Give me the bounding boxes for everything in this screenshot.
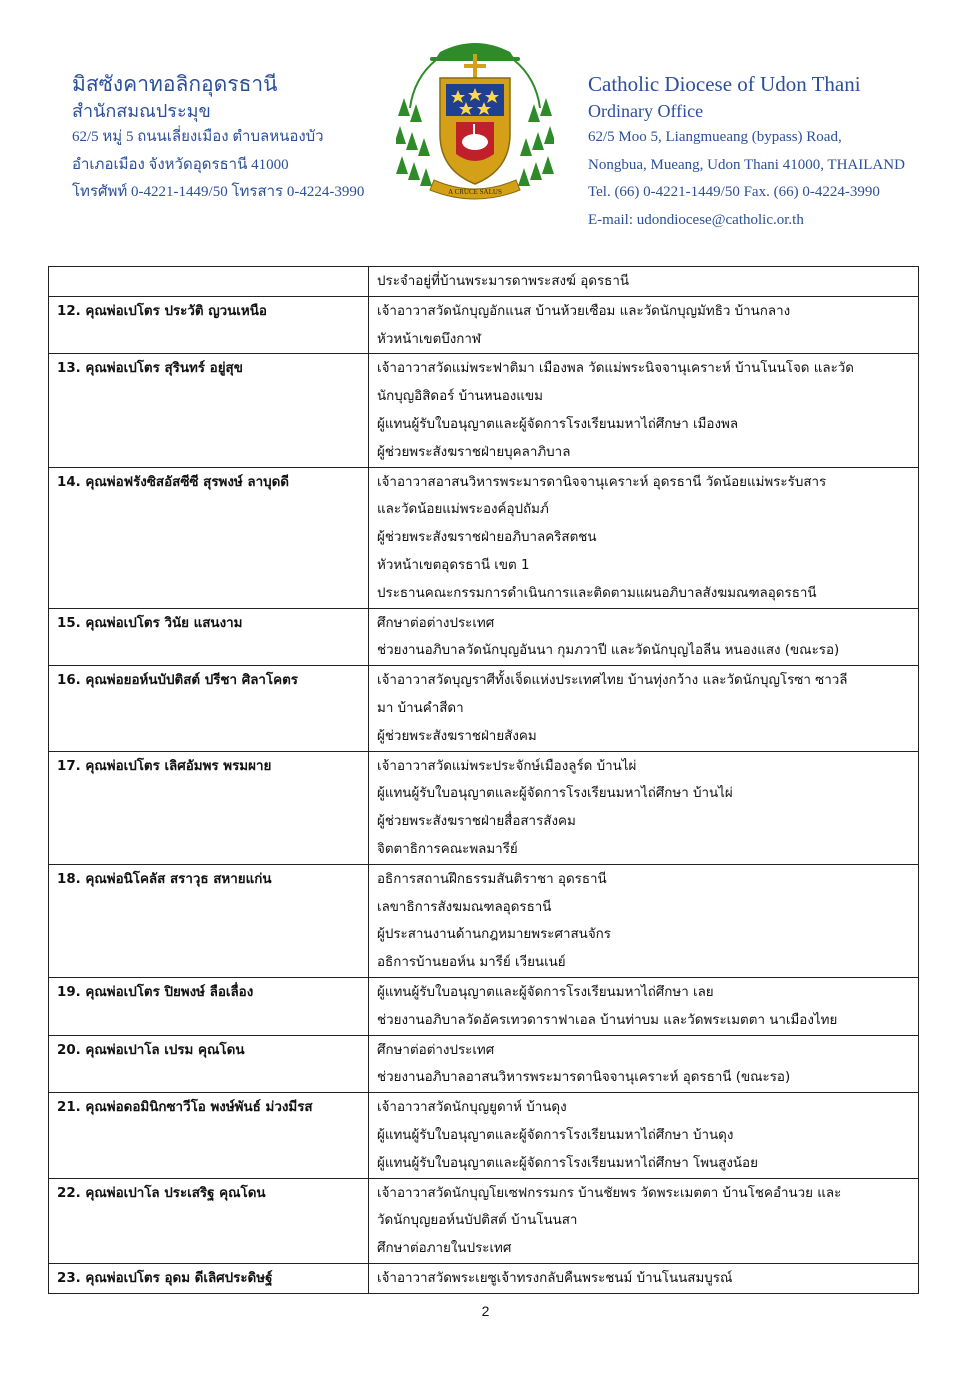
duty-line: เจ้าอาวาสอาสนวิหารพระมารดานิจจานุเคราะห์ อุดรธานี วัดน้อยแม่พระรับสาร (377, 474, 827, 490)
duty-line: หัวหน้าเขตอุดรธานี เขต 1 (377, 557, 530, 573)
duty-line: เจ้าอาวาสวัดนักบุญอักแนส บ้านห้วยเซือม และวัดนักบุญมัทธิว บ้านกลาง (377, 303, 791, 319)
duty-line: มา บ้านคำสีดา (377, 700, 464, 716)
duties-cell (369, 267, 919, 297)
priest-name-cell: 12. คุณพ่อเปโตร ประวัติ ญวนเหนือ (49, 296, 369, 354)
appointments-table (48, 266, 919, 1294)
page-number: 2 (481, 1303, 490, 1319)
duty-line: ผู้แทนผู้รับใบอนุญาตและผู้จัดการโรงเรียนมหาไถ่ศึกษา เลย (377, 984, 714, 1000)
duties-cell (369, 354, 919, 467)
priest-name-cell: 17. คุณพ่อเปโตร เลิศอัมพร พรมผาย (49, 751, 369, 864)
duty-line: เจ้าอาวาสวัดนักบุญยูดาห์ บ้านดุง (377, 1100, 567, 1116)
duty-line: อธิการบ้านยอห์น มารีย์ เวียนเนย์ (377, 955, 566, 971)
priest-name-cell: 15. คุณพ่อเปโตร วินัย แสนงาม (49, 608, 369, 666)
duty-line: ผู้ช่วยพระสังฆราชฝ่ายบุคลาภิบาล (377, 444, 571, 460)
table-row (49, 1093, 919, 1178)
table-row (49, 666, 919, 751)
priest-name-cell: 13. คุณพ่อเปโตร สุรินทร์ อยู่สุข (49, 354, 369, 467)
email-english: E-mail: udondiocese@catholic.or.th (588, 211, 804, 228)
duty-line: เจ้าอาวาสวัดนักบุญโยเซฟกรรมกร บ้านชัยพร วัดพระเมตตา บ้านโชคอำนวย และ (377, 1185, 842, 1201)
duty-line: จิตตาธิการคณะพลมารีย์ (377, 841, 518, 857)
duty-line: ช่วยงานอภิบาลอาสนวิหารพระมารดานิจจานุเคราะห์ อุดรธานี (ขณะรอ) (377, 1070, 791, 1086)
duty-line: ผู้แทนผู้รับใบอนุญาตและผู้จัดการโรงเรียนมหาไถ่ศึกษา บ้านดุง (377, 1127, 734, 1143)
table-row (49, 296, 919, 354)
duty-line: ผู้แทนผู้รับใบอนุญาตและผู้จัดการโรงเรียนมหาไถ่ศึกษา เมืองพล (377, 416, 739, 432)
duty-line: ศึกษาต่อภายในประเทศ (377, 1241, 512, 1257)
address-line-2-thai: อำเภอเมือง จังหวัดอุดรธานี 41000 (72, 156, 289, 173)
address-line-2-english: Nongbua, Mueang, Udon Thani 41000, THAILAND (588, 156, 905, 173)
duty-line: ประจำอยู่ที่บ้านพระมารดาพระสงฆ์ อุดรธานี (377, 274, 629, 289)
duty-line: เจ้าอาวาสวัดพระเยซูเจ้าทรงกลับคืนพระชนม์ บ้านโนนสมบูรณ์ (377, 1270, 733, 1286)
duty-line: นักบุญอิสิดอร์ บ้านหนองแขม (377, 389, 543, 405)
table-row (49, 977, 919, 1035)
phone-english: Tel. (66) 0-4221-1449/50 Fax. (66) 0-4224-3990 (588, 184, 880, 200)
duties-cell (369, 977, 919, 1035)
crest-motto: A CRUCE SALUS (448, 188, 502, 196)
table-row (49, 864, 919, 977)
duties-cell (369, 864, 919, 977)
table-row (49, 354, 919, 467)
table-row (49, 1035, 919, 1093)
duties-cell (369, 608, 919, 666)
table-row (49, 608, 919, 666)
phone-thai: โทรศัพท์ 0-4221-1449/50 โทรสาร 0-4224-3990 (72, 184, 365, 200)
address-line-1-english: 62/5 Moo 5, Liangmueang (bypass) Road, (588, 129, 842, 145)
duties-cell (369, 296, 919, 354)
duties-cell (369, 1263, 919, 1293)
table-row (49, 467, 919, 608)
priest-name-cell: 22. คุณพ่อเปาโล ประเสริฐ คุณโดน (49, 1178, 369, 1263)
priest-name-cell: 21. คุณพ่อดอมินิกซาวีโอ พงษ์พันธ์ ม่วงมีรส (49, 1093, 369, 1178)
duty-line: วัดนักบุญยอห์นบัปติสต์ บ้านโนนสา (377, 1213, 578, 1229)
duty-line: ผู้ช่วยพระสังฆราชฝ่ายอภิบาลคริสตชน (377, 530, 597, 546)
letterhead-english (588, 70, 928, 234)
duty-line: ผู้ช่วยพระสังฆราชฝ่ายสังคม (377, 728, 537, 744)
priest-name-cell: 23. คุณพ่อเปโตร อุดม ดีเลิศประดิษฐ์ (49, 1263, 369, 1293)
duty-line: ช่วยงานอภิบาลวัดอัครเทวดาราฟาเอล บ้านท่าบม และวัดพระเมตตา นาเมืองไทย (377, 1012, 838, 1028)
office-name-english: Ordinary Office (588, 101, 704, 121)
duty-line: ศึกษาต่อต่างประเทศ (377, 615, 495, 631)
duty-line: ผู้แทนผู้รับใบอนุญาตและผู้จัดการโรงเรียนมหาไถ่ศึกษา บ้านไผ่ (377, 786, 733, 802)
priest-name-cell: 16. คุณพ่อยอห์นบัปติสต์ ปรีชา ศิลาโคตร (49, 666, 369, 751)
letterhead-thai (72, 70, 392, 207)
priest-name-cell: 18. คุณพ่อนิโคลัส สราวุธ สหายแก่น (49, 864, 369, 977)
org-name-thai: มิสซังคาทอลิกอุดรธานี (72, 72, 278, 96)
table-row (49, 1178, 919, 1263)
duty-line: ศึกษาต่อต่างประเทศ (377, 1042, 495, 1058)
duty-line: หัวหน้าเขตบึงกาฬ (377, 331, 482, 347)
diocese-crest-logo (396, 38, 554, 203)
table-row (49, 751, 919, 864)
duty-line: เจ้าอาวาสวัดบุญราศีทั้งเจ็ดแห่งประเทศไทย บ้านทุ่งกว้าง และวัดนักบุญโรซา ซาวลี (377, 673, 848, 689)
duties-cell (369, 666, 919, 751)
duty-line: เลขาธิการสังฆมณฑลอุดรธานี (377, 899, 552, 915)
table-row (49, 1263, 919, 1293)
priest-name-cell (49, 267, 369, 297)
duties-cell (369, 1093, 919, 1178)
duty-line: อธิการสถานฝึกธรรมสันติราชา อุดรธานี (377, 871, 607, 887)
duties-cell (369, 751, 919, 864)
duty-line: ประธานคณะกรรมการดำเนินการและติดตามแผนอภิบาลสังฆมณฑลอุดรธานี (377, 585, 817, 601)
duty-line: ผู้ช่วยพระสังฆราชฝ่ายสื่อสารสังคม (377, 814, 576, 830)
duties-cell (369, 1035, 919, 1093)
duty-line: ผู้แทนผู้รับใบอนุญาตและผู้จัดการโรงเรียนมหาไถ่ศึกษา โพนสูงน้อย (377, 1155, 758, 1171)
priest-name-cell: 19. คุณพ่อเปโตร ปิยพงษ์ ลือเลื่อง (49, 977, 369, 1035)
appointments-table-body (49, 267, 919, 1294)
office-name-thai: สำนักสมณประมุข (72, 101, 211, 121)
duty-line: และวัดน้อยแม่พระองค์อุปถัมภ์ (377, 502, 549, 518)
duty-line: ผู้ประสานงานด้านกฎหมายพระศาสนจักร (377, 927, 611, 943)
duties-cell (369, 1178, 919, 1263)
address-line-1-thai: 62/5 หมู่ 5 ถนนเลี่ยงเมือง ตำบลหนองบัว (72, 129, 324, 145)
priest-name-cell: 20. คุณพ่อเปาโล เปรม คุณโดน (49, 1035, 369, 1093)
priest-name-cell: 14. คุณพ่อฟรังซิสอัสซีซี สุรพงษ์ ลาบุดดี (49, 467, 369, 608)
duty-line: ช่วยงานอภิบาลวัดนักบุญอันนา กุมภวาปี และวัดนักบุญไอลีน หนองแสง (ขณะรอ) (377, 643, 840, 659)
duty-line: เจ้าอาวาสวัดแม่พระประจักษ์เมืองลูร์ด บ้านไผ่ (377, 758, 637, 774)
org-name-english: Catholic Diocese of Udon Thani (588, 72, 861, 96)
table-row (49, 267, 919, 297)
duty-line: เจ้าอาวาสวัดแม่พระฟาติมา เมืองพล วัดแม่พระนิจจานุเคราะห์ บ้านโนนโจด และวัด (377, 361, 855, 377)
duties-cell (369, 467, 919, 608)
